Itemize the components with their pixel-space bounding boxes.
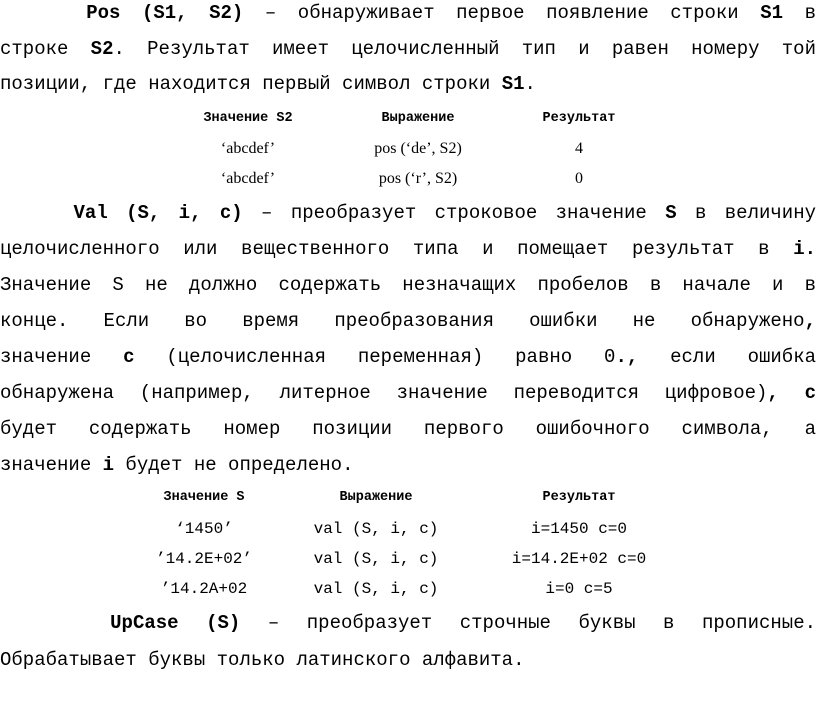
val-table-row: ‘1450’ val (S, i, c) i=1450 c=0 bbox=[175, 520, 628, 538]
val-line-2: целочисленного или вещественного типа и помещает результат в i. bbox=[0, 238, 816, 260]
val-header-value: Значение S bbox=[163, 490, 245, 505]
pos-line-2: строке S2. Результат имеет целочисленный тип и равен номеру той bbox=[0, 38, 816, 60]
val-line-5: значение c (целочисленная переменная) равно 0., если ошибка bbox=[0, 346, 816, 368]
val-line-7: будет содержать номер позиции первого ошибочного символа, а bbox=[0, 418, 816, 440]
pos-function-name: Pos (S1, S2) bbox=[86, 2, 244, 24]
val-header-result: Результат bbox=[542, 490, 616, 505]
val-header-expression: Выражение bbox=[339, 490, 413, 505]
val-table-row: ’14.2E+02’ val (S, i, c) i=14.2E+02 c=0 bbox=[155, 550, 647, 568]
pos-table-row: ‘abcdef’ pos (‘de’, S2) 4 bbox=[220, 140, 583, 157]
val-table-row: ’14.2A+02 val (S, i, c) i=0 c=5 bbox=[160, 580, 613, 598]
val-line-1: Val (S, i, c) – преобразует строковое значение S в величину bbox=[73, 202, 816, 224]
val-line-4: конце. Если во время преобразования ошибки не обнаружено, bbox=[0, 310, 816, 332]
upcase-function-name: UpCase (S) bbox=[110, 612, 241, 634]
pos-table-row: ‘abcdef’ pos (‘r’, S2) 0 bbox=[220, 170, 583, 187]
pos-line-1: Pos (S1, S2) – обнаруживает первое появление строки S1 в bbox=[86, 2, 816, 24]
val-line-6: обнаружена (например, литерное значение переводится цифровое), c bbox=[0, 382, 816, 404]
val-line-3: Значение S не должно содержать незначащих пробелов в начале и в bbox=[0, 274, 816, 296]
upcase-line-2: Обрабатывает буквы только латинского алфавита. bbox=[0, 649, 525, 671]
pos-header-result: Результат bbox=[542, 111, 616, 126]
pos-line-3: позиции, где находится первый символ строки S1. bbox=[0, 73, 536, 95]
val-table-header bbox=[0, 487, 816, 509]
pos-table-header bbox=[0, 108, 816, 130]
upcase-line-1: UpCase (S) – преобразует строчные буквы в прописные. bbox=[110, 612, 816, 634]
pos-header-value: Значение S2 bbox=[203, 111, 293, 126]
val-function-name: Val (S, i, c) bbox=[73, 202, 243, 224]
val-line-8: значение i будет не определено. bbox=[0, 454, 354, 476]
pos-header-expression: Выражение bbox=[381, 111, 455, 126]
